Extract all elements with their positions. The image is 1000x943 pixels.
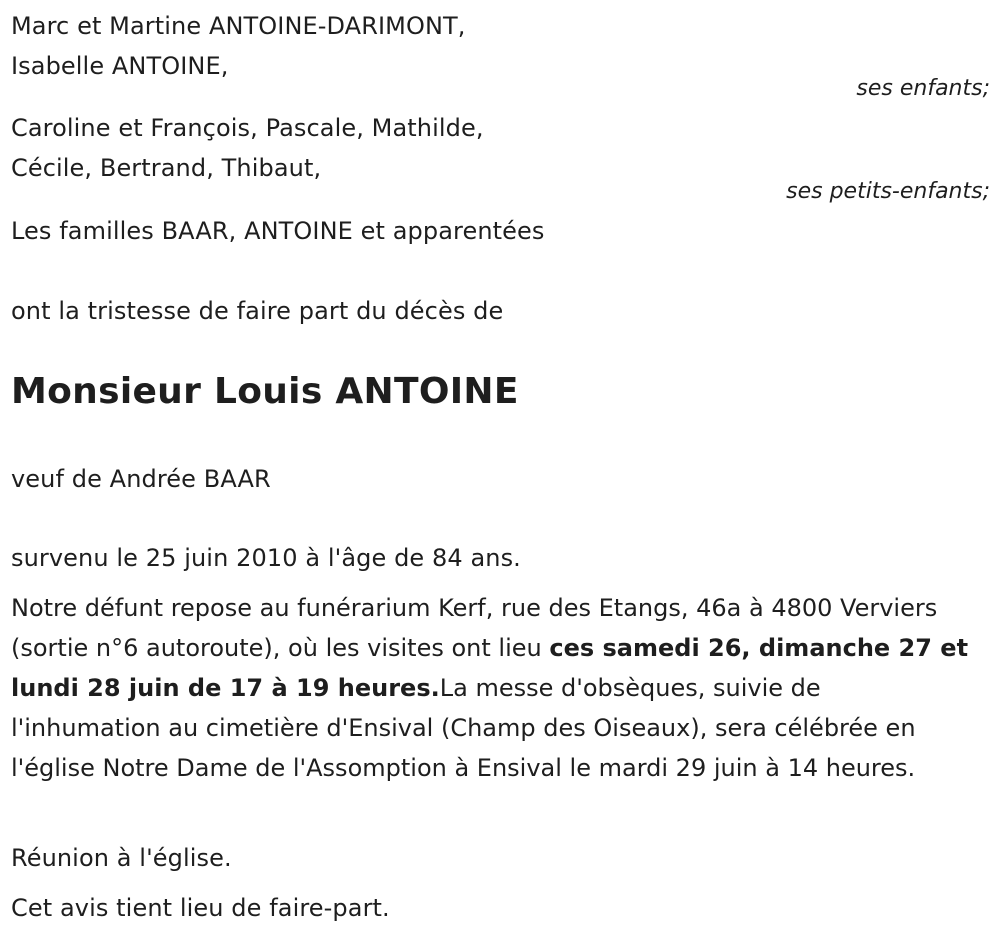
families-line: Les familles BAAR, ANTOINE et apparentées — [11, 217, 545, 245]
death-info-line: survenu le 25 juin 2010 à l'âge de 84 ans. — [11, 544, 521, 572]
grandchild-line-2: Cécile, Bertrand, Thibaut, — [11, 154, 322, 182]
deceased-name: Monsieur Louis ANTOINE — [11, 371, 519, 412]
child-line-1: Marc et Martine ANTOINE-DARIMONT, — [11, 12, 466, 40]
funeral-details — [11, 588, 976, 788]
children-role: ses enfants; — [856, 76, 990, 101]
reunion-line: Réunion à l'église. — [11, 844, 232, 872]
visit-text-1: Notre défunt repose au funérarium Kerf, rue des Etangs, 46a à 4800 Verviers (sortie n°6 autoroute), où les visites ont lieu — [11, 594, 938, 662]
intro-line: ont la tristesse de faire part du décès de — [11, 297, 504, 325]
grandchildren-role: ses petits-enfants; — [786, 179, 990, 204]
grandchild-line-1: Caroline et François, Pascale, Mathilde, — [11, 114, 484, 142]
visit-text-2: La messe d'obsèques, suivie de l'inhumation au cimetière d'Ensival (Champ des Oiseaux), sera célébrée en l'église Notre Dame de l'Assomption à Ensival le mardi 29 juin à 14 heures. — [11, 674, 916, 782]
child-line-2: Isabelle ANTOINE, — [11, 52, 229, 80]
visit-hours-bold: ces samedi 26, dimanche 27 et lundi 28 juin de 17 à 19 heures. — [11, 634, 969, 702]
closing-line: Cet avis tient lieu de faire-part. — [11, 894, 390, 922]
widower-line: veuf de Andrée BAAR — [11, 465, 271, 493]
